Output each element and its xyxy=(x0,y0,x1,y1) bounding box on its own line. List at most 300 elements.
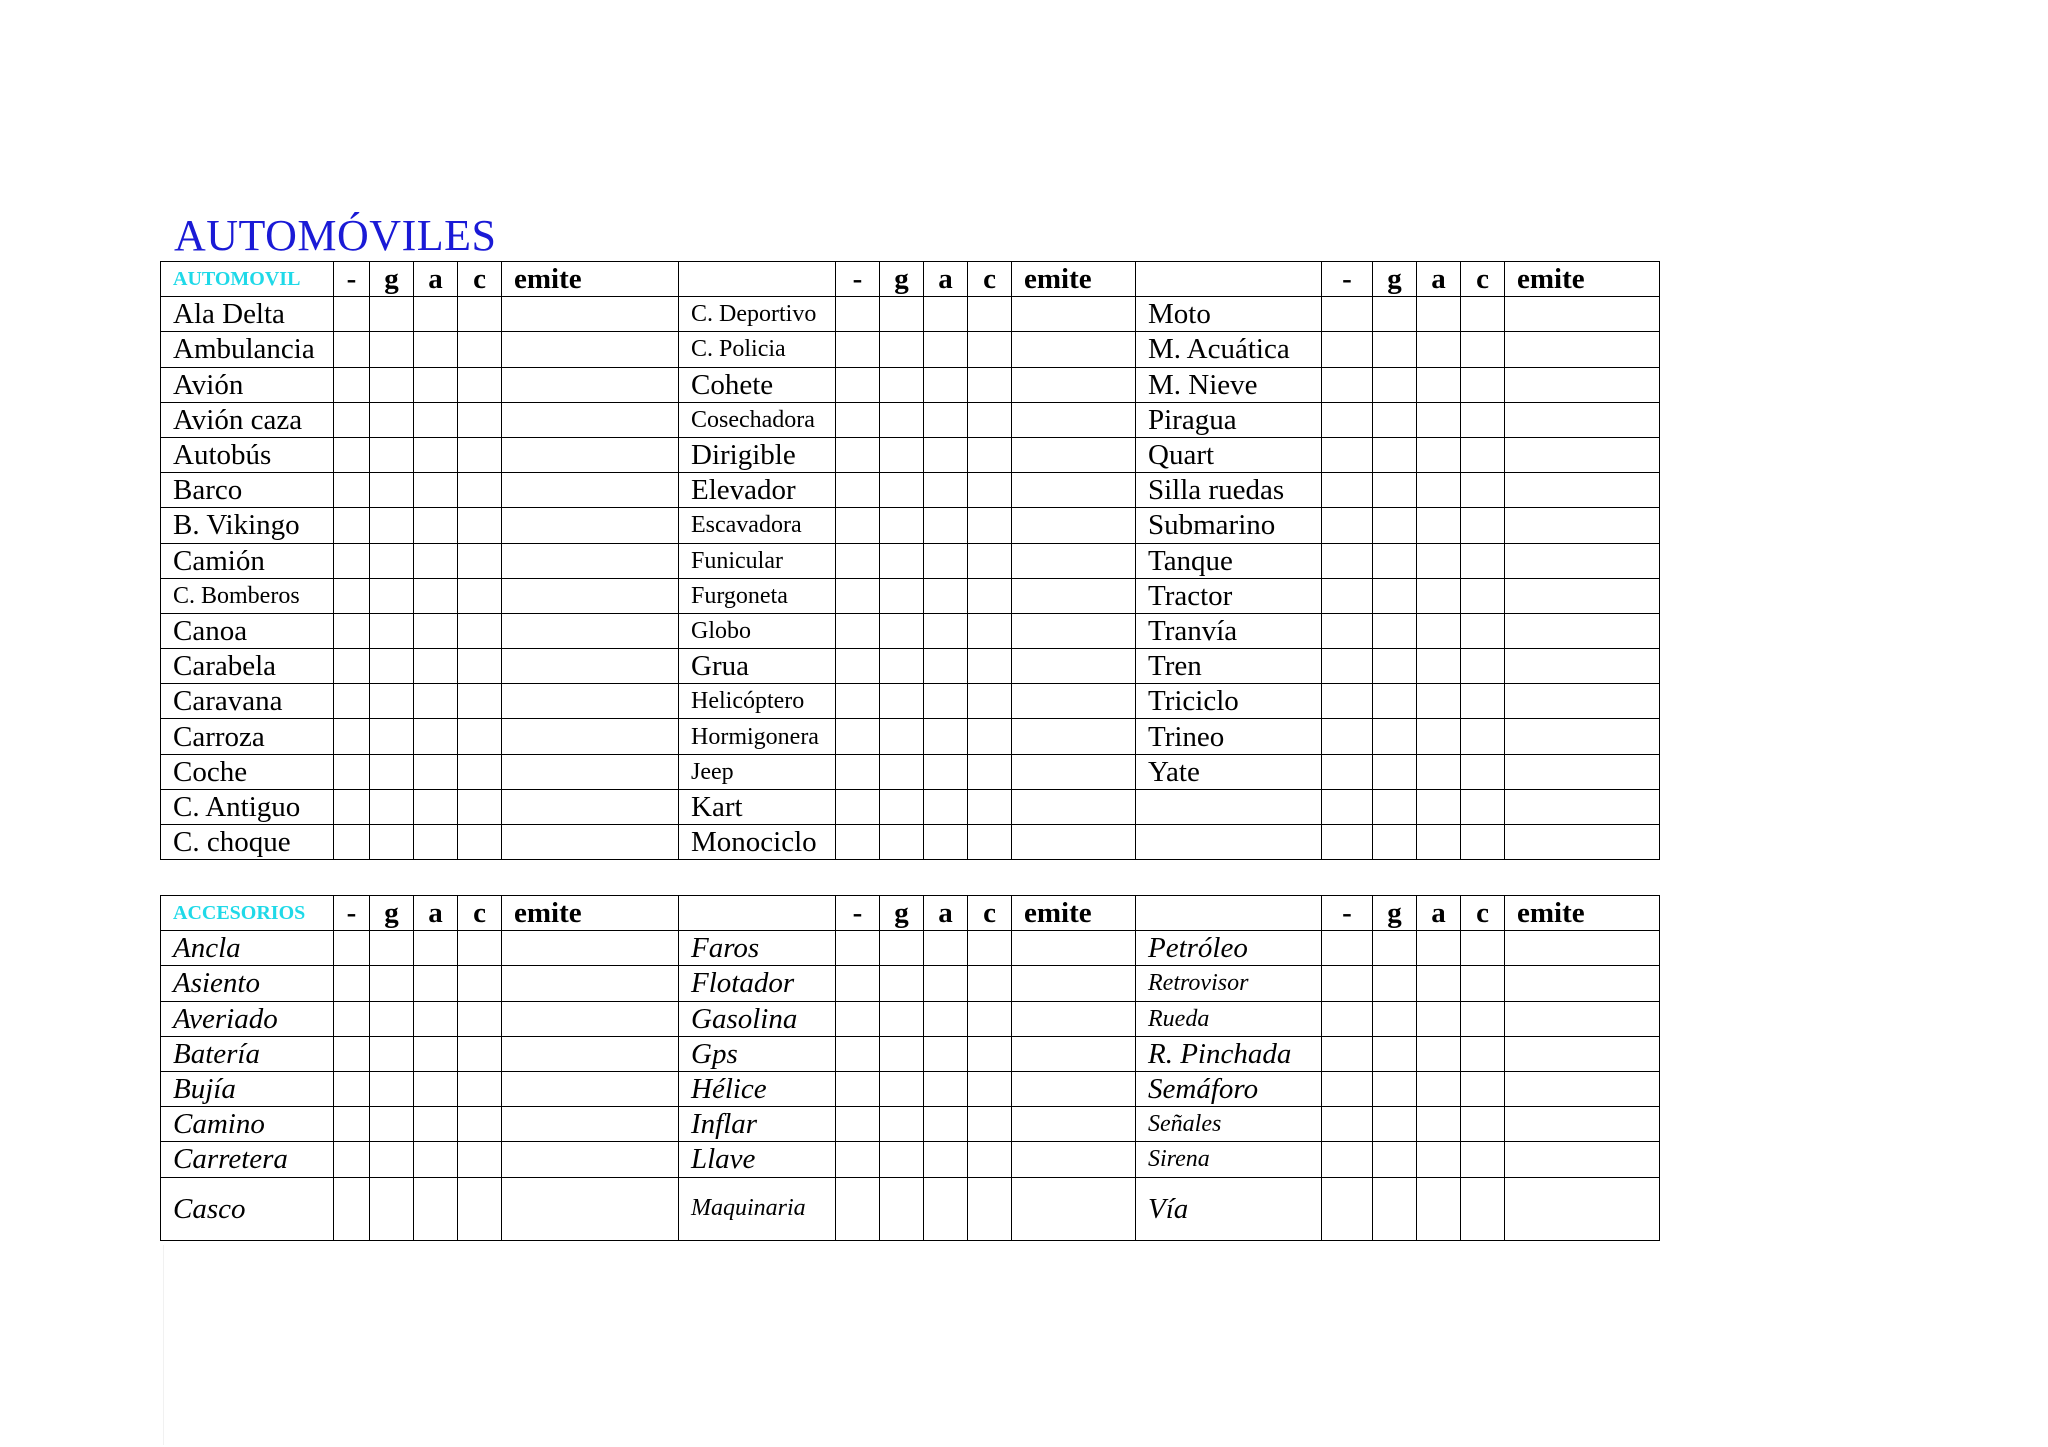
mark-cell[interactable] xyxy=(1417,1177,1461,1240)
mark-cell[interactable] xyxy=(880,931,924,966)
mark-cell[interactable] xyxy=(458,789,502,824)
mark-cell[interactable] xyxy=(968,543,1012,578)
mark-cell[interactable] xyxy=(968,578,1012,613)
mark-cell[interactable] xyxy=(1373,966,1417,1001)
mark-cell[interactable] xyxy=(370,332,414,367)
mark-cell[interactable] xyxy=(502,437,679,472)
mark-cell[interactable] xyxy=(502,613,679,648)
mark-cell[interactable] xyxy=(502,789,679,824)
mark-cell[interactable] xyxy=(370,297,414,332)
mark-cell[interactable] xyxy=(1373,437,1417,472)
mark-cell[interactable] xyxy=(334,1071,370,1106)
mark-cell[interactable] xyxy=(1373,473,1417,508)
mark-cell[interactable] xyxy=(370,966,414,1001)
mark-cell[interactable] xyxy=(1373,578,1417,613)
mark-cell[interactable] xyxy=(1012,402,1136,437)
mark-cell[interactable] xyxy=(334,402,370,437)
mark-cell[interactable] xyxy=(1461,1001,1505,1036)
mark-cell[interactable] xyxy=(1505,613,1660,648)
mark-cell[interactable] xyxy=(334,613,370,648)
mark-cell[interactable] xyxy=(458,825,502,860)
mark-cell[interactable] xyxy=(1461,825,1505,860)
mark-cell[interactable] xyxy=(1417,543,1461,578)
mark-cell[interactable] xyxy=(880,1036,924,1071)
mark-cell[interactable] xyxy=(880,1071,924,1106)
mark-cell[interactable] xyxy=(458,1071,502,1106)
mark-cell[interactable] xyxy=(1461,437,1505,472)
mark-cell[interactable] xyxy=(370,367,414,402)
mark-cell[interactable] xyxy=(370,754,414,789)
mark-cell[interactable] xyxy=(1012,437,1136,472)
mark-cell[interactable] xyxy=(370,508,414,543)
mark-cell[interactable] xyxy=(502,649,679,684)
mark-cell[interactable] xyxy=(968,789,1012,824)
mark-cell[interactable] xyxy=(458,1142,502,1177)
mark-cell[interactable] xyxy=(414,543,458,578)
mark-cell[interactable] xyxy=(1417,754,1461,789)
mark-cell[interactable] xyxy=(1012,754,1136,789)
mark-cell[interactable] xyxy=(924,297,968,332)
mark-cell[interactable] xyxy=(1505,754,1660,789)
mark-cell[interactable] xyxy=(370,825,414,860)
mark-cell[interactable] xyxy=(1322,825,1373,860)
mark-cell[interactable] xyxy=(1505,1036,1660,1071)
mark-cell[interactable] xyxy=(880,402,924,437)
mark-cell[interactable] xyxy=(458,473,502,508)
mark-cell[interactable] xyxy=(1417,473,1461,508)
mark-cell[interactable] xyxy=(1461,966,1505,1001)
mark-cell[interactable] xyxy=(1505,297,1660,332)
mark-cell[interactable] xyxy=(1373,508,1417,543)
mark-cell[interactable] xyxy=(1417,1142,1461,1177)
mark-cell[interactable] xyxy=(370,578,414,613)
mark-cell[interactable] xyxy=(458,297,502,332)
mark-cell[interactable] xyxy=(1322,1107,1373,1142)
mark-cell[interactable] xyxy=(458,578,502,613)
mark-cell[interactable] xyxy=(502,473,679,508)
mark-cell[interactable] xyxy=(968,508,1012,543)
mark-cell[interactable] xyxy=(502,402,679,437)
mark-cell[interactable] xyxy=(1322,931,1373,966)
mark-cell[interactable] xyxy=(968,1177,1012,1240)
mark-cell[interactable] xyxy=(502,931,679,966)
mark-cell[interactable] xyxy=(334,1001,370,1036)
mark-cell[interactable] xyxy=(880,332,924,367)
mark-cell[interactable] xyxy=(924,473,968,508)
mark-cell[interactable] xyxy=(880,825,924,860)
mark-cell[interactable] xyxy=(1012,789,1136,824)
mark-cell[interactable] xyxy=(924,508,968,543)
mark-cell[interactable] xyxy=(1417,719,1461,754)
mark-cell[interactable] xyxy=(1461,789,1505,824)
mark-cell[interactable] xyxy=(458,613,502,648)
mark-cell[interactable] xyxy=(1417,684,1461,719)
mark-cell[interactable] xyxy=(502,1001,679,1036)
mark-cell[interactable] xyxy=(458,1036,502,1071)
mark-cell[interactable] xyxy=(880,508,924,543)
mark-cell[interactable] xyxy=(836,789,880,824)
mark-cell[interactable] xyxy=(1461,1142,1505,1177)
mark-cell[interactable] xyxy=(414,719,458,754)
mark-cell[interactable] xyxy=(1322,578,1373,613)
mark-cell[interactable] xyxy=(502,508,679,543)
mark-cell[interactable] xyxy=(924,1001,968,1036)
mark-cell[interactable] xyxy=(1461,578,1505,613)
mark-cell[interactable] xyxy=(1373,402,1417,437)
mark-cell[interactable] xyxy=(1505,1177,1660,1240)
mark-cell[interactable] xyxy=(502,1107,679,1142)
mark-cell[interactable] xyxy=(1012,649,1136,684)
mark-cell[interactable] xyxy=(1461,473,1505,508)
mark-cell[interactable] xyxy=(924,437,968,472)
mark-cell[interactable] xyxy=(968,649,1012,684)
mark-cell[interactable] xyxy=(458,754,502,789)
mark-cell[interactable] xyxy=(836,1001,880,1036)
mark-cell[interactable] xyxy=(414,1177,458,1240)
mark-cell[interactable] xyxy=(1417,825,1461,860)
mark-cell[interactable] xyxy=(1322,437,1373,472)
mark-cell[interactable] xyxy=(1505,825,1660,860)
mark-cell[interactable] xyxy=(414,332,458,367)
mark-cell[interactable] xyxy=(1417,1001,1461,1036)
mark-cell[interactable] xyxy=(370,402,414,437)
mark-cell[interactable] xyxy=(1461,1071,1505,1106)
mark-cell[interactable] xyxy=(1461,719,1505,754)
mark-cell[interactable] xyxy=(968,1107,1012,1142)
mark-cell[interactable] xyxy=(502,543,679,578)
mark-cell[interactable] xyxy=(880,966,924,1001)
mark-cell[interactable] xyxy=(414,754,458,789)
mark-cell[interactable] xyxy=(1322,966,1373,1001)
mark-cell[interactable] xyxy=(968,297,1012,332)
mark-cell[interactable] xyxy=(370,437,414,472)
mark-cell[interactable] xyxy=(924,789,968,824)
mark-cell[interactable] xyxy=(1012,1142,1136,1177)
mark-cell[interactable] xyxy=(1373,332,1417,367)
mark-cell[interactable] xyxy=(1373,1142,1417,1177)
mark-cell[interactable] xyxy=(880,649,924,684)
mark-cell[interactable] xyxy=(968,1071,1012,1106)
mark-cell[interactable] xyxy=(1505,578,1660,613)
mark-cell[interactable] xyxy=(836,1177,880,1240)
mark-cell[interactable] xyxy=(880,1107,924,1142)
mark-cell[interactable] xyxy=(968,754,1012,789)
mark-cell[interactable] xyxy=(414,297,458,332)
mark-cell[interactable] xyxy=(924,402,968,437)
mark-cell[interactable] xyxy=(1373,297,1417,332)
mark-cell[interactable] xyxy=(458,437,502,472)
mark-cell[interactable] xyxy=(1373,1071,1417,1106)
mark-cell[interactable] xyxy=(414,402,458,437)
mark-cell[interactable] xyxy=(880,684,924,719)
mark-cell[interactable] xyxy=(502,719,679,754)
mark-cell[interactable] xyxy=(880,719,924,754)
mark-cell[interactable] xyxy=(1505,789,1660,824)
mark-cell[interactable] xyxy=(1012,719,1136,754)
mark-cell[interactable] xyxy=(1322,1142,1373,1177)
mark-cell[interactable] xyxy=(1461,1177,1505,1240)
mark-cell[interactable] xyxy=(334,437,370,472)
mark-cell[interactable] xyxy=(414,1036,458,1071)
mark-cell[interactable] xyxy=(458,649,502,684)
mark-cell[interactable] xyxy=(1373,754,1417,789)
mark-cell[interactable] xyxy=(968,402,1012,437)
mark-cell[interactable] xyxy=(458,367,502,402)
mark-cell[interactable] xyxy=(1322,684,1373,719)
mark-cell[interactable] xyxy=(836,1071,880,1106)
mark-cell[interactable] xyxy=(924,1177,968,1240)
mark-cell[interactable] xyxy=(836,578,880,613)
mark-cell[interactable] xyxy=(1461,332,1505,367)
mark-cell[interactable] xyxy=(370,931,414,966)
mark-cell[interactable] xyxy=(502,367,679,402)
mark-cell[interactable] xyxy=(1322,1001,1373,1036)
mark-cell[interactable] xyxy=(1505,931,1660,966)
mark-cell[interactable] xyxy=(414,613,458,648)
mark-cell[interactable] xyxy=(370,543,414,578)
mark-cell[interactable] xyxy=(1417,649,1461,684)
mark-cell[interactable] xyxy=(334,684,370,719)
mark-cell[interactable] xyxy=(458,402,502,437)
mark-cell[interactable] xyxy=(1322,1177,1373,1240)
mark-cell[interactable] xyxy=(924,684,968,719)
mark-cell[interactable] xyxy=(836,508,880,543)
mark-cell[interactable] xyxy=(502,825,679,860)
mark-cell[interactable] xyxy=(334,578,370,613)
mark-cell[interactable] xyxy=(880,613,924,648)
mark-cell[interactable] xyxy=(1373,543,1417,578)
mark-cell[interactable] xyxy=(1505,543,1660,578)
mark-cell[interactable] xyxy=(1461,931,1505,966)
mark-cell[interactable] xyxy=(1461,297,1505,332)
mark-cell[interactable] xyxy=(1417,1107,1461,1142)
mark-cell[interactable] xyxy=(502,332,679,367)
mark-cell[interactable] xyxy=(924,966,968,1001)
mark-cell[interactable] xyxy=(968,1001,1012,1036)
mark-cell[interactable] xyxy=(1373,684,1417,719)
mark-cell[interactable] xyxy=(1322,613,1373,648)
mark-cell[interactable] xyxy=(334,719,370,754)
mark-cell[interactable] xyxy=(502,1142,679,1177)
mark-cell[interactable] xyxy=(968,719,1012,754)
mark-cell[interactable] xyxy=(1322,543,1373,578)
mark-cell[interactable] xyxy=(1322,1071,1373,1106)
mark-cell[interactable] xyxy=(1505,966,1660,1001)
mark-cell[interactable] xyxy=(502,754,679,789)
mark-cell[interactable] xyxy=(1417,402,1461,437)
mark-cell[interactable] xyxy=(924,332,968,367)
mark-cell[interactable] xyxy=(1505,367,1660,402)
mark-cell[interactable] xyxy=(502,966,679,1001)
mark-cell[interactable] xyxy=(1417,332,1461,367)
mark-cell[interactable] xyxy=(458,508,502,543)
mark-cell[interactable] xyxy=(1322,367,1373,402)
mark-cell[interactable] xyxy=(370,1001,414,1036)
mark-cell[interactable] xyxy=(458,332,502,367)
mark-cell[interactable] xyxy=(502,1177,679,1240)
mark-cell[interactable] xyxy=(1373,367,1417,402)
mark-cell[interactable] xyxy=(334,297,370,332)
mark-cell[interactable] xyxy=(1505,1107,1660,1142)
mark-cell[interactable] xyxy=(1012,684,1136,719)
mark-cell[interactable] xyxy=(414,649,458,684)
mark-cell[interactable] xyxy=(458,1001,502,1036)
mark-cell[interactable] xyxy=(1417,1036,1461,1071)
mark-cell[interactable] xyxy=(1417,437,1461,472)
mark-cell[interactable] xyxy=(414,473,458,508)
mark-cell[interactable] xyxy=(334,754,370,789)
mark-cell[interactable] xyxy=(1373,1001,1417,1036)
mark-cell[interactable] xyxy=(334,473,370,508)
mark-cell[interactable] xyxy=(880,754,924,789)
mark-cell[interactable] xyxy=(458,1177,502,1240)
mark-cell[interactable] xyxy=(1373,825,1417,860)
mark-cell[interactable] xyxy=(924,1107,968,1142)
mark-cell[interactable] xyxy=(458,719,502,754)
mark-cell[interactable] xyxy=(1417,613,1461,648)
mark-cell[interactable] xyxy=(1012,966,1136,1001)
mark-cell[interactable] xyxy=(924,649,968,684)
mark-cell[interactable] xyxy=(1322,1036,1373,1071)
mark-cell[interactable] xyxy=(1417,966,1461,1001)
mark-cell[interactable] xyxy=(1505,684,1660,719)
mark-cell[interactable] xyxy=(1461,754,1505,789)
mark-cell[interactable] xyxy=(880,297,924,332)
mark-cell[interactable] xyxy=(1012,508,1136,543)
mark-cell[interactable] xyxy=(414,1107,458,1142)
mark-cell[interactable] xyxy=(1012,332,1136,367)
mark-cell[interactable] xyxy=(1322,297,1373,332)
mark-cell[interactable] xyxy=(334,332,370,367)
mark-cell[interactable] xyxy=(370,684,414,719)
mark-cell[interactable] xyxy=(924,613,968,648)
mark-cell[interactable] xyxy=(334,543,370,578)
mark-cell[interactable] xyxy=(1461,543,1505,578)
mark-cell[interactable] xyxy=(836,684,880,719)
mark-cell[interactable] xyxy=(1012,543,1136,578)
mark-cell[interactable] xyxy=(924,931,968,966)
mark-cell[interactable] xyxy=(370,1177,414,1240)
mark-cell[interactable] xyxy=(1461,367,1505,402)
mark-cell[interactable] xyxy=(1322,719,1373,754)
mark-cell[interactable] xyxy=(414,684,458,719)
mark-cell[interactable] xyxy=(334,1142,370,1177)
mark-cell[interactable] xyxy=(414,1071,458,1106)
mark-cell[interactable] xyxy=(1012,1036,1136,1071)
mark-cell[interactable] xyxy=(1417,508,1461,543)
mark-cell[interactable] xyxy=(414,966,458,1001)
mark-cell[interactable] xyxy=(836,1036,880,1071)
mark-cell[interactable] xyxy=(836,1107,880,1142)
mark-cell[interactable] xyxy=(968,332,1012,367)
mark-cell[interactable] xyxy=(414,825,458,860)
mark-cell[interactable] xyxy=(836,402,880,437)
mark-cell[interactable] xyxy=(1505,1001,1660,1036)
mark-cell[interactable] xyxy=(334,931,370,966)
mark-cell[interactable] xyxy=(880,1001,924,1036)
mark-cell[interactable] xyxy=(334,1036,370,1071)
mark-cell[interactable] xyxy=(370,1142,414,1177)
mark-cell[interactable] xyxy=(1461,508,1505,543)
mark-cell[interactable] xyxy=(1012,578,1136,613)
mark-cell[interactable] xyxy=(414,578,458,613)
mark-cell[interactable] xyxy=(502,578,679,613)
mark-cell[interactable] xyxy=(334,825,370,860)
mark-cell[interactable] xyxy=(924,719,968,754)
mark-cell[interactable] xyxy=(458,1107,502,1142)
mark-cell[interactable] xyxy=(1322,473,1373,508)
mark-cell[interactable] xyxy=(1373,613,1417,648)
mark-cell[interactable] xyxy=(880,437,924,472)
mark-cell[interactable] xyxy=(1461,649,1505,684)
mark-cell[interactable] xyxy=(370,649,414,684)
mark-cell[interactable] xyxy=(924,754,968,789)
mark-cell[interactable] xyxy=(334,1177,370,1240)
mark-cell[interactable] xyxy=(1505,402,1660,437)
mark-cell[interactable] xyxy=(458,966,502,1001)
mark-cell[interactable] xyxy=(1373,1107,1417,1142)
mark-cell[interactable] xyxy=(1505,437,1660,472)
mark-cell[interactable] xyxy=(968,684,1012,719)
mark-cell[interactable] xyxy=(924,367,968,402)
mark-cell[interactable] xyxy=(370,719,414,754)
mark-cell[interactable] xyxy=(1373,789,1417,824)
mark-cell[interactable] xyxy=(414,437,458,472)
mark-cell[interactable] xyxy=(1505,508,1660,543)
mark-cell[interactable] xyxy=(1417,1071,1461,1106)
mark-cell[interactable] xyxy=(968,613,1012,648)
mark-cell[interactable] xyxy=(968,437,1012,472)
mark-cell[interactable] xyxy=(880,578,924,613)
mark-cell[interactable] xyxy=(1505,649,1660,684)
mark-cell[interactable] xyxy=(836,754,880,789)
mark-cell[interactable] xyxy=(1012,1177,1136,1240)
mark-cell[interactable] xyxy=(1505,473,1660,508)
mark-cell[interactable] xyxy=(968,1142,1012,1177)
mark-cell[interactable] xyxy=(924,1142,968,1177)
mark-cell[interactable] xyxy=(1322,332,1373,367)
mark-cell[interactable] xyxy=(458,543,502,578)
mark-cell[interactable] xyxy=(1012,473,1136,508)
mark-cell[interactable] xyxy=(836,297,880,332)
mark-cell[interactable] xyxy=(334,367,370,402)
mark-cell[interactable] xyxy=(1505,719,1660,754)
mark-cell[interactable] xyxy=(502,297,679,332)
mark-cell[interactable] xyxy=(1461,1036,1505,1071)
mark-cell[interactable] xyxy=(1012,1001,1136,1036)
mark-cell[interactable] xyxy=(968,473,1012,508)
mark-cell[interactable] xyxy=(924,1071,968,1106)
mark-cell[interactable] xyxy=(1373,719,1417,754)
mark-cell[interactable] xyxy=(334,508,370,543)
mark-cell[interactable] xyxy=(924,1036,968,1071)
mark-cell[interactable] xyxy=(414,367,458,402)
mark-cell[interactable] xyxy=(1417,789,1461,824)
mark-cell[interactable] xyxy=(1012,931,1136,966)
mark-cell[interactable] xyxy=(1322,789,1373,824)
mark-cell[interactable] xyxy=(370,1036,414,1071)
mark-cell[interactable] xyxy=(370,613,414,648)
mark-cell[interactable] xyxy=(1505,332,1660,367)
mark-cell[interactable] xyxy=(334,1107,370,1142)
mark-cell[interactable] xyxy=(1461,402,1505,437)
mark-cell[interactable] xyxy=(1322,754,1373,789)
mark-cell[interactable] xyxy=(1012,1071,1136,1106)
mark-cell[interactable] xyxy=(370,789,414,824)
mark-cell[interactable] xyxy=(924,543,968,578)
mark-cell[interactable] xyxy=(1373,649,1417,684)
mark-cell[interactable] xyxy=(880,1177,924,1240)
